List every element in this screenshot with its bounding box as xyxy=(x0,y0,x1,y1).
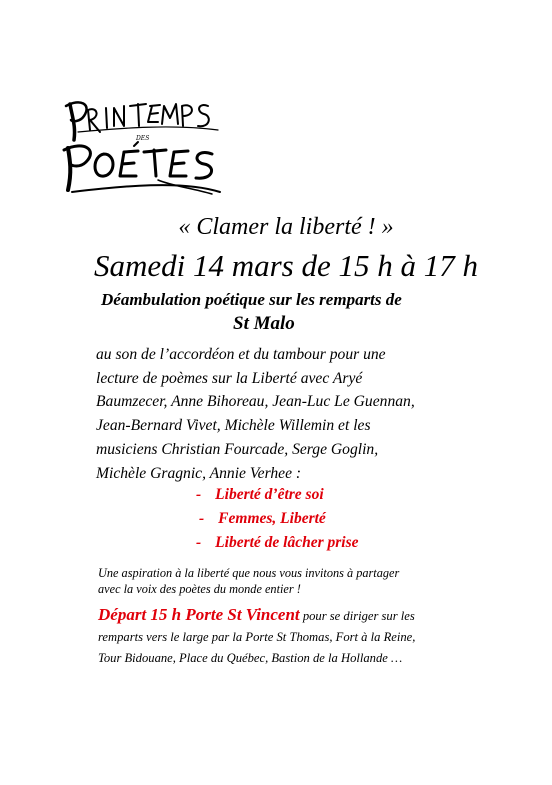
subtitle-line-2: St Malo xyxy=(233,313,295,334)
theme-item-3 xyxy=(196,534,359,552)
list-dash: - xyxy=(196,534,202,551)
description-line: musiciens Christian Fourcade, Serge Goglin, xyxy=(96,440,379,458)
route-line-2: remparts vers le large par la Porte St Thomas, Fort à la Reine, xyxy=(98,630,416,644)
theme-item-2 xyxy=(199,510,326,528)
theme-label: Liberté d’être soi xyxy=(215,486,324,503)
aspiration-line-1: Une aspiration à la liberté que nous vous invitons à partager xyxy=(98,566,400,580)
description-line: lecture de poèmes sur la Liberté avec Aryé xyxy=(96,369,363,387)
route-description xyxy=(98,604,498,669)
list-dash: - xyxy=(199,510,205,527)
route-line-3: Tour Bidouane, Place du Québec, Bastion de la Hollande … xyxy=(98,651,403,665)
description-paragraph xyxy=(96,343,476,485)
subtitle-line-1: Déambulation poétique sur les remparts de xyxy=(101,290,402,309)
route-line-1 xyxy=(98,604,498,627)
description-line: Baumzecer, Anne Bihoreau, Jean-Luc Le Guennan, xyxy=(96,393,415,411)
logo-des-text: DES xyxy=(136,135,150,142)
theme-item-1 xyxy=(196,486,324,504)
event-date-time: Samedi 14 mars de 15 h à 17 h xyxy=(93,248,479,283)
theme-label: Liberté de lâcher prise xyxy=(215,534,359,551)
printemps-des-poetes-logo xyxy=(62,96,222,196)
departure-highlight: Départ 15 h Porte St Vincent xyxy=(98,605,300,624)
description-line: au son de l’accordéon et du tambour pour une xyxy=(96,346,386,363)
theme-label: Femmes, Liberté xyxy=(218,510,326,527)
description-line: Jean-Bernard Vivet, Michèle Willemin et les xyxy=(96,417,371,435)
logo-calligraphy xyxy=(62,96,222,196)
list-dash: - xyxy=(196,486,202,503)
page-title: « Clamer la liberté ! » xyxy=(178,214,394,240)
aspiration-text xyxy=(98,565,399,597)
description-line: Michèle Gragnic, Annie Verhee : xyxy=(96,464,302,482)
route-line-1-rest: pour se diriger sur les xyxy=(299,609,415,623)
aspiration-line-2: avec la voix des poètes du monde entier ! xyxy=(98,582,301,596)
